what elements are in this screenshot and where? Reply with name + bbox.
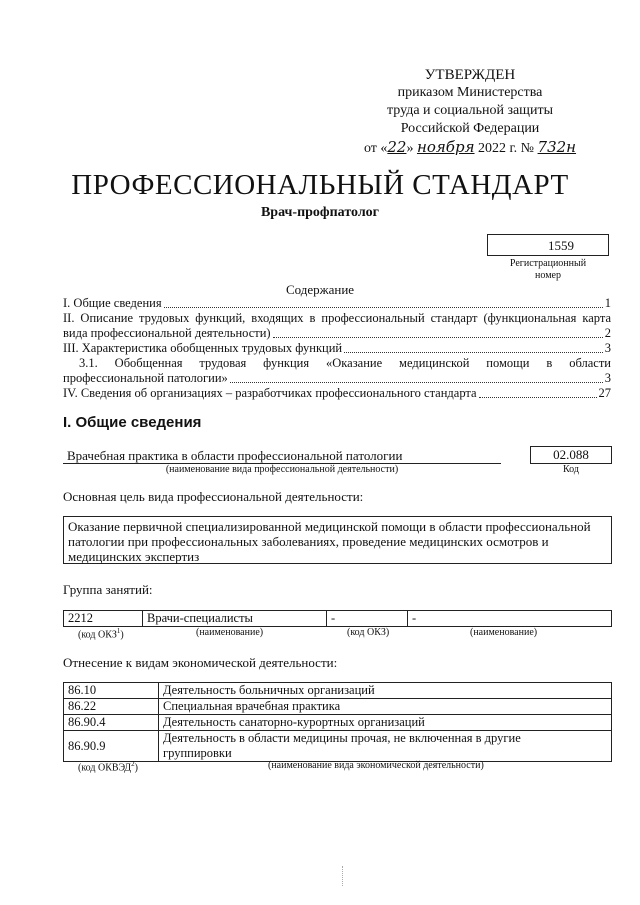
approval-date-line [360,138,580,158]
registration-label-line-2: номер [535,270,561,281]
okved-name-cell: Деятельность санаторно-курортных организаций [159,715,612,731]
okved-code-caption: (код ОКВЭД$^2$) [78,760,138,774]
okved-name-caption: (наименование вида экономической деятельности) [268,760,484,771]
section-heading: I. Общие сведения [63,414,202,431]
toc-item-text: 3.1. Обобщенная трудовая функция «Оказание медицинской помощи в области [79,356,611,370]
okz-code-caption: (код ОКЗ$^1$) [78,627,124,641]
contents-title: Содержание [285,282,355,297]
table-row [64,731,612,762]
toc-item-3-1[interactable] [63,356,611,386]
toc-item-text: I. Общие сведения [63,296,162,310]
date-day: 22 [387,138,407,156]
date-year: 2022 г. № [478,141,535,156]
toc-item-text: II. Описание трудовых функций, входящих в профессиональный стандарт (функциональная карта [63,311,611,325]
okved-name-cell: Специальная врачебная практика [159,699,612,715]
table-row [64,715,612,731]
order-number: 732н [537,138,577,156]
okved-code-cell: 86.10 [64,683,159,699]
group-table [63,610,612,627]
scan-mark [342,866,344,886]
activity-code-box: 02.088 [530,446,612,464]
activity-name-field: Врачебная практика в области профессиональной патологии [63,448,501,464]
okved-code-cell: 86.90.9 [64,731,159,762]
toc-item-2[interactable] [63,311,611,341]
page-subtitle: Врач-профпатолог [260,205,380,220]
econ-table [63,682,612,762]
toc-item-4[interactable] [63,386,611,401]
toc-item-text: III. Характеристика обобщенных трудовых функций [63,341,343,355]
econ-label: Отнесение к видам экономической деятельности: [63,655,338,670]
registration-label [487,258,609,282]
activity-caption: (наименование вида профессиональной деятельности) [165,464,399,475]
group-label: Группа занятий: [63,582,153,597]
approval-block [360,66,580,158]
toc-item-text-cont: профессиональной патологии» [63,371,228,385]
toc-item-page: 27 [598,386,611,400]
approval-line-2: приказом Министерства [397,85,543,100]
okved-code-cell: 86.90.4 [64,715,159,731]
registration-number-box: 1559 [487,234,609,256]
registration-label-line-1: Регистрационный [509,258,587,269]
approval-line-4: Российской Федерации [400,121,540,136]
okz-name-caption: (наименование) [196,627,264,638]
toc-item-page: 3 [604,341,611,355]
toc-item-page: 3 [604,371,611,385]
table-row [64,611,612,627]
goal-label: Основная цель вида профессиональной деятельности: [63,489,364,504]
approval-heading: УТВЕРЖДЕН [424,67,516,83]
goal-text-box: Оказание первичной специализированной медицинской помощи в области профессиональной патологии при профессиональных заболеваниях, проведение медицинских осмотров и медицинских экспертиз [63,516,612,564]
table-row [64,699,612,715]
toc-item-text-cont: вида профессиональной деятельности) [63,326,271,340]
okved-name-cell: Деятельность больничных организаций [159,683,612,699]
toc-item-text: IV. Сведения об организациях – разработчиках профессионального стандарта [63,386,477,400]
okz-code-cell-2: - [327,611,408,627]
date-prefix: от « [363,141,388,156]
toc-item-page: 2 [604,326,611,340]
date-mid: » [406,141,414,156]
page-title: ПРОФЕССИОНАЛЬНЫЙ СТАНДАРТ [71,169,569,201]
okz-code-caption-2: (код ОКЗ) [347,627,390,638]
code-caption: Код [563,464,579,475]
okz-name-cell: Врачи-специалисты [143,611,327,627]
okz-code-cell: 2212 [64,611,143,627]
okz-name-cell-2: - [408,611,612,627]
okz-name-caption-2: (наименование) [470,627,538,638]
okved-name-cell: Деятельность в области медицины прочая, не включенная в другие группировки [159,731,612,762]
toc-item-3[interactable] [63,341,611,356]
approval-line-3: труда и социальной защиты [387,103,553,118]
date-month: ноября [416,138,475,156]
toc-item-1[interactable] [63,296,611,311]
table-row [64,683,612,699]
okved-code-cell: 86.22 [64,699,159,715]
toc-item-page: 1 [604,296,611,310]
